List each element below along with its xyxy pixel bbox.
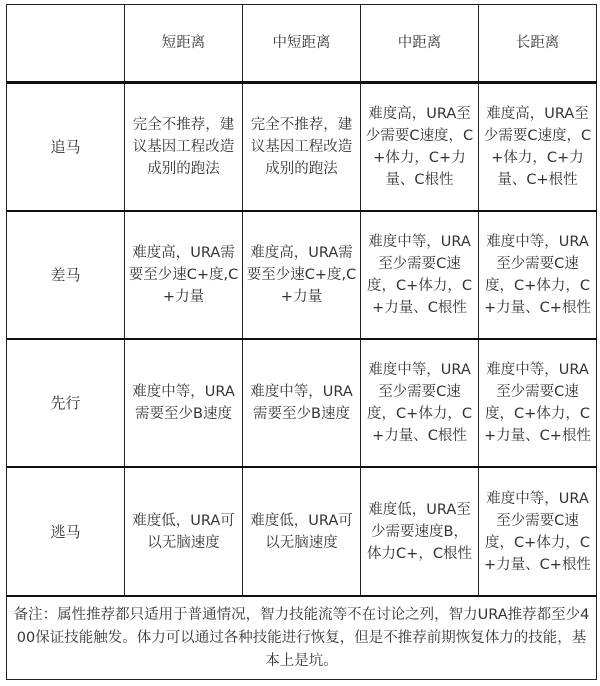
table-cell: 难度高，URA需要至少速C+度,C+力量 xyxy=(243,211,361,339)
table-cell: 完全不推荐，建议基因工程改造成别的跑法 xyxy=(125,83,243,212)
header-corner-cell xyxy=(7,5,125,83)
table-cell: 难度中等，URA至少需要C速度，C+体力，C+力量、C+根性 xyxy=(479,467,597,596)
table-row-stalker xyxy=(7,211,597,339)
table-cell: 难度高，URA至少需要C速度，C+体力，C+力量、C+根性 xyxy=(479,83,597,212)
header-mile-distance: 中短距离 xyxy=(243,5,361,83)
table-cell: 难度中等，URA至少需要C速度，C+体力，C+力量、C+根性 xyxy=(479,211,597,339)
note-row xyxy=(7,596,597,680)
row-label: 追马 xyxy=(7,83,125,212)
table-cell: 难度中等，URA需要至少B速度 xyxy=(125,339,243,467)
table-cell: 难度低，URA可以无脑速度 xyxy=(125,467,243,596)
table-cell: 难度中等，URA至少需要C速度，C+体力，C+力量、C根性 xyxy=(361,339,479,467)
header-long-distance: 长距离 xyxy=(479,5,597,83)
table-cell: 完全不推荐，建议基因工程改造成别的跑法 xyxy=(243,83,361,212)
row-label: 差马 xyxy=(7,211,125,339)
table-cell: 难度高，URA需要至少速C+度,C+力量 xyxy=(125,211,243,339)
row-label: 逃马 xyxy=(7,467,125,596)
table-cell: 难度中等，URA需要至少B速度 xyxy=(243,339,361,467)
table-row-runner xyxy=(7,467,597,596)
table-cell: 难度低，URA至少需要速度B，体力C+，C根性 xyxy=(361,467,479,596)
table-cell: 难度中等，URA至少需要C速度，C+体力，C+力量、C+根性 xyxy=(479,339,597,467)
row-label: 先行 xyxy=(7,339,125,467)
table-cell: 难度中等，URA至少需要C速度，C+体力，C+力量、C根性 xyxy=(361,211,479,339)
table-cell: 难度低，URA可以无脑速度 xyxy=(243,467,361,596)
note-text: 备注：属性推荐都只适用于普通情况，智力技能流等不在讨论之列，智力URA推荐都至少400保证技能触发。体力可以通过各种技能进行恢复，但是不推荐前期恢复体力的技能，基本上是坑。 xyxy=(7,596,597,680)
header-medium-distance: 中距离 xyxy=(361,5,479,83)
running-style-recommendation-table xyxy=(6,4,597,680)
header-short-distance: 短距离 xyxy=(125,5,243,83)
header-row xyxy=(7,5,597,83)
table-cell: 难度高，URA至少需要C速度，C+体力，C+力量、C根性 xyxy=(361,83,479,212)
table-row-closer xyxy=(7,83,597,212)
table-row-leader xyxy=(7,339,597,467)
